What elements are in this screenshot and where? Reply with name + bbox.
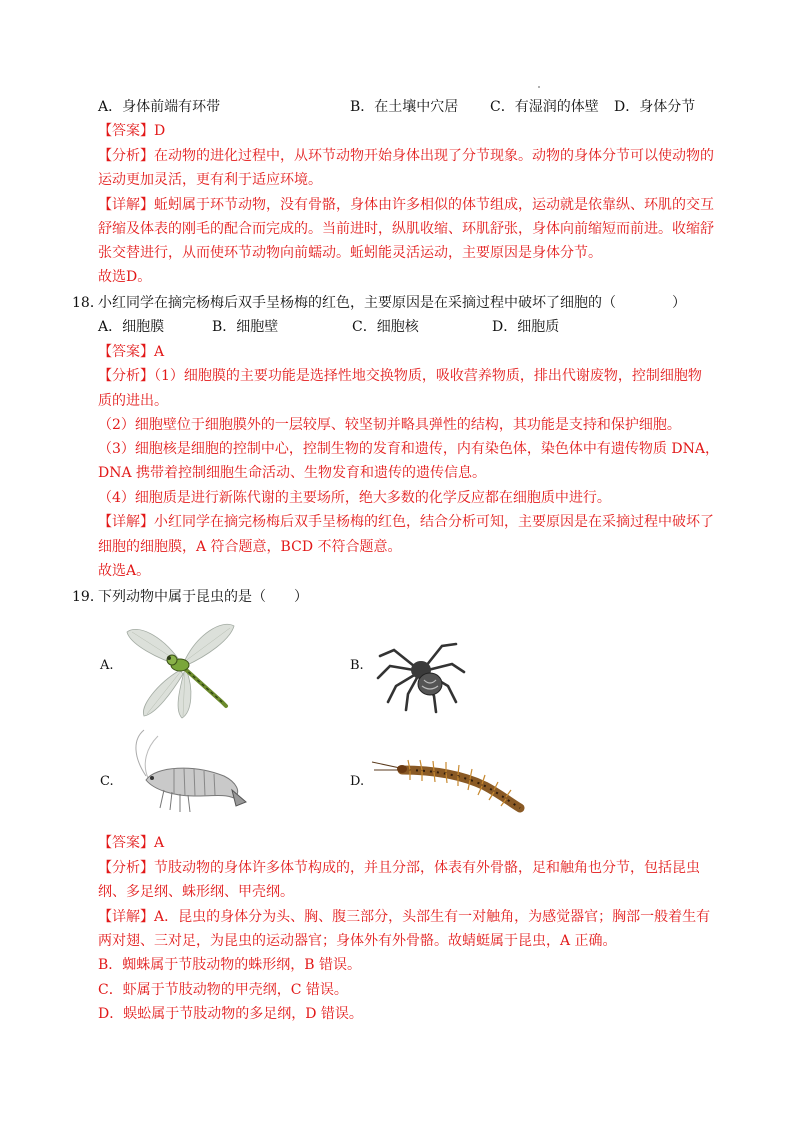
q19-label-a: A.	[100, 658, 114, 673]
scan-speck	[538, 86, 540, 88]
q19-label-c: C.	[100, 774, 114, 789]
q17-option-a: A．身体前端有环带	[98, 99, 221, 115]
q17-detail-line-3: 张交替进行，从而使环节动物向前蠕动。蚯蚓能灵活运动，主要原因是身体分节。	[98, 245, 602, 261]
q17-detail-line-2: 舒缩及体表的刚毛的配合而完成的。当前进时，纵肌收缩、环肌舒张，身体向前缩短而前进。收缩舒	[98, 221, 714, 237]
q17-answer: 【答案】D	[98, 123, 166, 139]
q19-answer: 【答案】A	[98, 835, 165, 851]
q18-analysis-line-4: （3）细胞核是细胞的控制中心，控制生物的发育和遗传，内有染色体，染色体中有遗传物质 DNA，	[98, 441, 719, 457]
q17-option-c: C．有湿润的体壁	[490, 99, 599, 115]
q18-choice: 故选A。	[98, 563, 151, 579]
q18-option-c: C．细胞核	[352, 319, 419, 335]
q18-option-b: B．细胞壁	[212, 319, 279, 335]
q18-analysis-line-3: （2）细胞壁位于细胞膜外的一层较厚、较坚韧并略具弹性的结构，其功能是支持和保护细胞。	[98, 417, 681, 433]
shrimp-image	[124, 728, 254, 816]
q18-number: 18．	[72, 295, 104, 311]
q18-detail-line-2: 细胞的细胞膜，A 符合题意，BCD 不符合题意。	[98, 539, 402, 555]
q19-detail-line-3: B．蜘蛛属于节肢动物的蛛形纲，B 错误。	[98, 957, 362, 973]
dragonfly-image	[122, 614, 242, 724]
q19-detail-line-4: C．虾属于节肢动物的甲壳纲，C 错误。	[98, 982, 348, 998]
q18-stem: 小红同学在摘完杨梅后双手呈杨梅的红色，主要原因是在采摘过程中破坏了细胞的（ ）	[98, 295, 686, 311]
q17-option-d: D．身体分节	[614, 99, 696, 115]
q19-number: 19．	[72, 589, 104, 605]
q18-analysis-line-5: DNA 携带着控制细胞生命活动、生物发育和遗传的遗传信息。	[98, 465, 487, 481]
q18-option-a: A．细胞膜	[98, 319, 165, 335]
q19-detail-line-2: 两对翅、三对足，为昆虫的运动器官；身体外有外骨骼。故蜻蜓属于昆虫，A 正确。	[98, 933, 617, 949]
q19-label-d: D.	[350, 774, 365, 789]
q17-choice: 故选D。	[98, 269, 152, 285]
q17-analysis-line-1: 【分析】在动物的进化过程中，从环节动物开始身体出现了分节现象。动物的身体分节可以使动物的	[98, 148, 714, 164]
q17-detail-line-1: 【详解】蚯蚓属于环节动物，没有骨骼，身体由许多相似的体节组成，运动就是依靠纵、环肌的交互	[98, 197, 714, 213]
q18-detail-line-1: 【详解】小红同学在摘完杨梅后双手呈杨梅的红色，结合分析可知，主要原因是在采摘过程中破坏了	[98, 514, 714, 530]
centipede-image	[370, 750, 530, 814]
q19-analysis-line-2: 纲、多足纲、蛛形纲、甲壳纲。	[98, 884, 294, 900]
q18-answer: 【答案】A	[98, 344, 165, 360]
q19-analysis-line-1: 【分析】节肢动物的身体许多体节构成的，并且分部，体表有外骨骼，足和触角也分节，包括昆虫	[98, 860, 700, 876]
q18-option-d: D．细胞质	[492, 319, 560, 335]
q18-analysis-line-1: 【分析】（1）细胞膜的主要功能是选择性地交换物质，吸收营养物质，排出代谢废物，控制细胞物	[98, 368, 702, 384]
q19-detail-line-1: 【详解】A．昆虫的身体分为头、胸、腹三部分，头部生有一对触角，为感觉器官；胸部一般着生有	[98, 909, 711, 925]
q18-analysis-line-6: （4）细胞质是进行新陈代谢的主要场所，绝大多数的化学反应都在细胞质中进行。	[98, 490, 611, 506]
q19-label-b: B.	[350, 658, 364, 673]
q19-detail-line-5: D．蜈蚣属于节肢动物的多足纲，D 错误。	[98, 1006, 363, 1022]
q17-analysis-line-2: 运动更加灵活，更有利于适应环境。	[98, 172, 322, 188]
q19-stem: 下列动物中属于昆虫的是（ ）	[98, 589, 308, 605]
q17-option-b: B．在土壤中穴居	[350, 99, 459, 115]
q18-analysis-line-2: 质的进出。	[98, 393, 168, 409]
spider-image	[372, 628, 468, 714]
